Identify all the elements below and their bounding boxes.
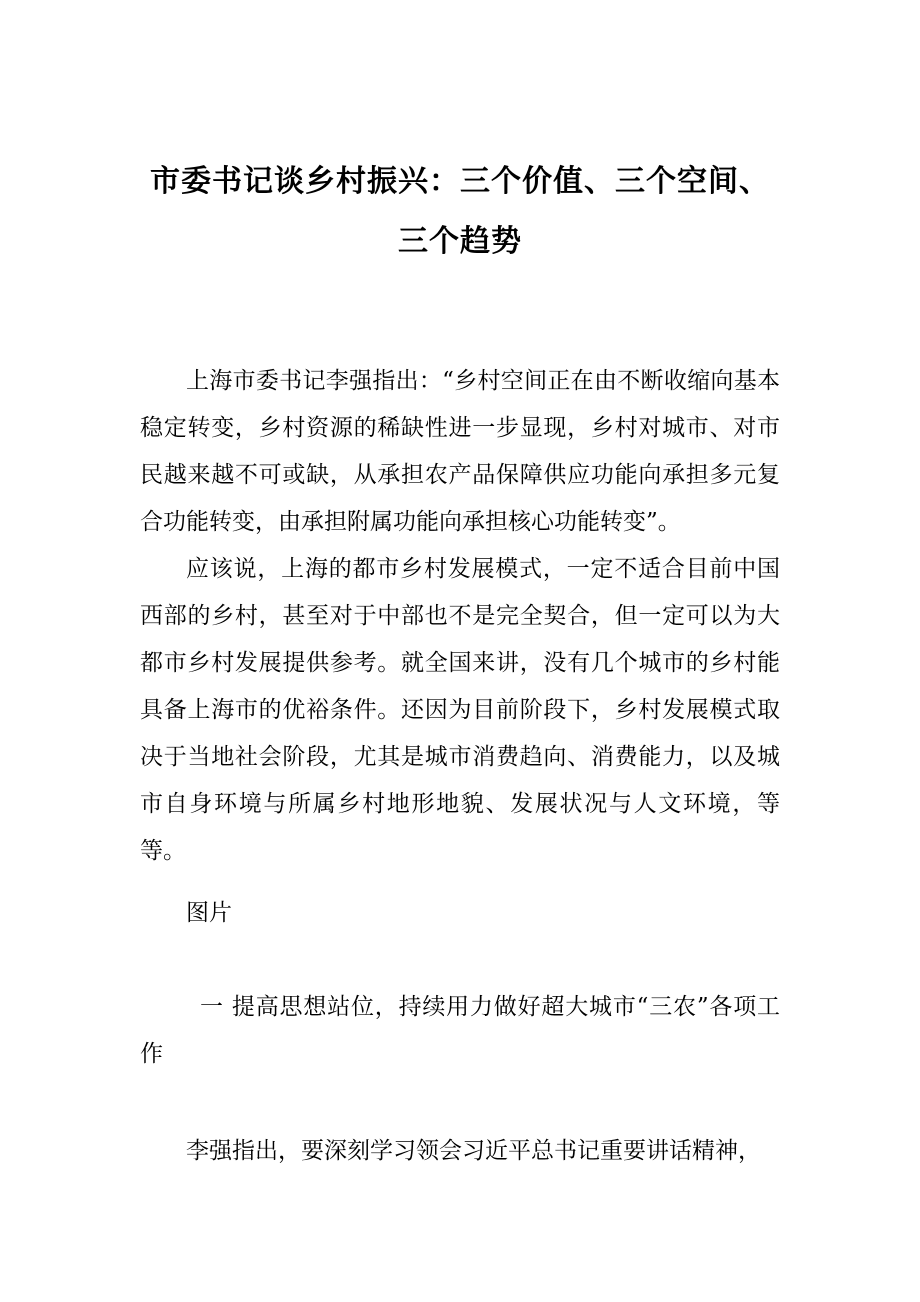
document-title: 市委书记谈乡村振兴：三个价值、三个空间、三个趋势 [150, 164, 770, 259]
image-placeholder-label: 图片 [186, 900, 232, 926]
section-heading: 一 提高思想站位，持续用力做好超大城市“三农”各项工作 [140, 994, 780, 1067]
paragraph-analysis: 应该说，上海的都市乡村发展模式，一定不适合目前中国西部的乡村，甚至对于中部也不是完全契合，但一定可以为大都市乡村发展提供参考。就全国来讲，没有几个城市的乡村能具备上海市的优裕条件。还因为目前阶段下，乡村发展模式取决于当地社会阶段，尤其是城市消费趋向、消费能力，以及城市自身环境与所属乡村地形地貌、发展状况与人文环境，等等。 [140, 556, 780, 864]
paragraph-quote: 上海市委书记李强指出：“乡村空间正在由不断收缩向基本稳定转变，乡村资源的稀缺性进一步显现，乡村对城市、对市民越来越不可或缺，从承担农产品保障供应功能向承担多元复合功能转变，由承担附属功能向承担核心功能转变”。 [140, 368, 780, 535]
paragraph-section-body: 李强指出，要深刻学习领会习近平总书记重要讲话精神， [186, 1138, 761, 1164]
